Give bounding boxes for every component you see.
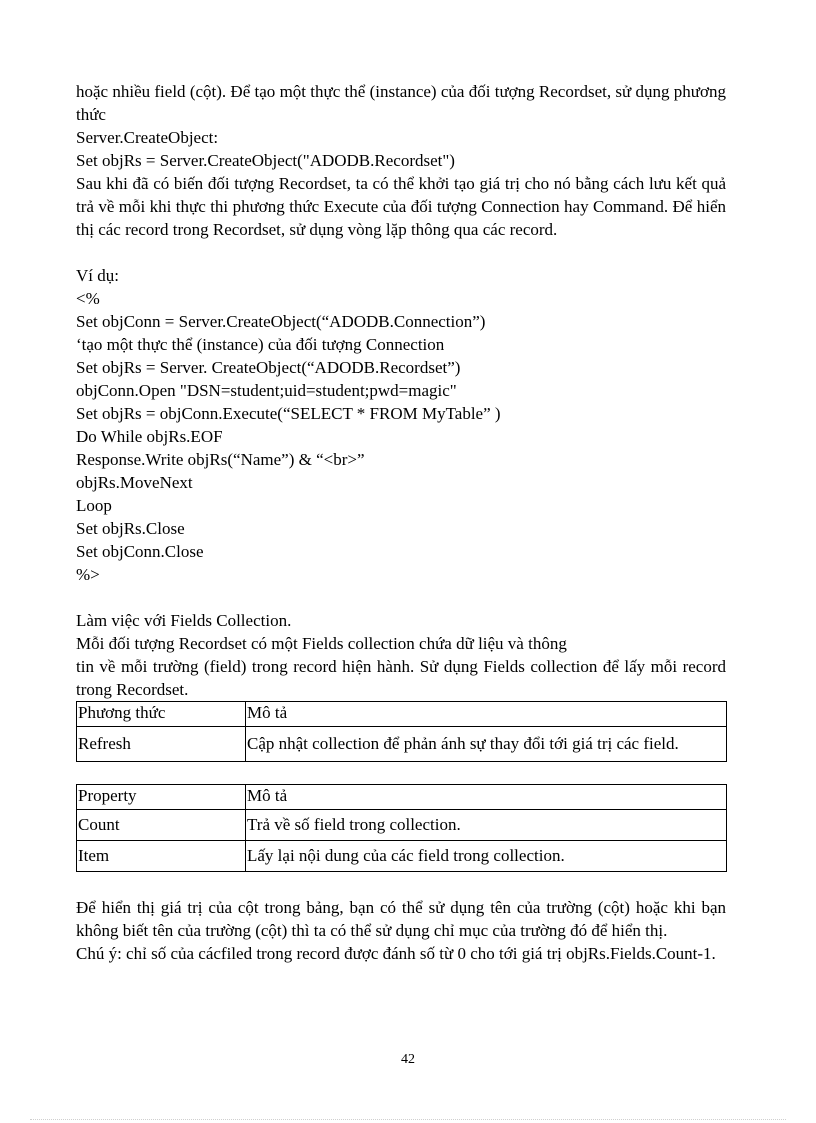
page-number: 42 — [401, 1052, 415, 1067]
table-row — [77, 841, 727, 872]
fields-heading: Làm việc với Fields Collection. — [76, 611, 292, 630]
intro-code-line: Set objRs = Server.CreateObject("ADODB.Recordset") — [76, 151, 455, 170]
code-line: Loop — [76, 496, 112, 515]
table-header-row — [77, 702, 727, 727]
code-line: objRs.MoveNext — [76, 473, 193, 492]
code-line: Set objRs = Server. CreateObject(“ADODB.Recordset”) — [76, 358, 461, 377]
code-line: Set objRs = objConn.Execute(“SELECT * FROM MyTable” ) — [76, 404, 501, 423]
outro-paragraph: Để hiển thị giá trị của cột trong bảng, bạn có thể sử dụng tên của trường (cột) hoặc khi bạn không biết tên của trường (cột) thì ta có thể sử dụng chỉ mục của trường đó để hiển thị. — [76, 898, 726, 940]
table-header-row — [77, 785, 727, 810]
table-cell: Cập nhật collection để phản ánh sự thay đổi tới giá trị các field. — [246, 727, 727, 762]
code-line: objConn.Open "DSN=student;uid=student;pwd=magic" — [76, 381, 457, 400]
table-cell: Refresh — [77, 727, 246, 762]
table-header-cell: Phương thức — [77, 702, 246, 727]
code-line: Response.Write objRs(“Name”) & “<br>” — [76, 450, 365, 469]
intro-method-label: Server.CreateObject: — [76, 128, 219, 147]
table-cell: Item — [77, 841, 246, 872]
code-line: Set objRs.Close — [76, 519, 185, 538]
methods-table — [76, 701, 727, 762]
table-header-cell: Mô tả — [246, 702, 727, 727]
document-page — [76, 80, 726, 965]
page-bottom-divider — [30, 1119, 786, 1120]
code-line: Set objConn.Close — [76, 542, 204, 561]
table-row — [77, 810, 727, 841]
intro-paragraph: hoặc nhiều field (cột). Để tạo một thực thể (instance) của đối tượng Recordset, sử dụng phương thức — [76, 82, 726, 124]
code-line: %> — [76, 565, 100, 584]
note-paragraph: Chú ý: chỉ số của cácfiled trong record được đánh số từ 0 cho tới giá trị objRs.Fields.Count-1. — [76, 944, 716, 963]
table-header-cell: Property — [77, 785, 246, 810]
code-line: Set objConn = Server.CreateObject(“ADODB.Connection”) — [76, 312, 486, 331]
properties-table — [76, 784, 727, 872]
table-cell: Trả về số field trong collection. — [246, 810, 727, 841]
table-cell: Lấy lại nội dung của các field trong collection. — [246, 841, 727, 872]
example-heading: Ví dụ: — [76, 266, 119, 285]
code-line: ‘tạo một thực thể (instance) của đối tượng Connection — [76, 335, 445, 354]
table-header-cell: Mô tả — [246, 785, 727, 810]
fields-line: Mỗi đối tượng Recordset có một Fields collection chứa dữ liệu và thông — [76, 634, 567, 653]
fields-line: tin về mỗi trường (field) trong record hiện hành. Sử dụng Fields collection để lấy mỗi record trong Recordset. — [76, 657, 726, 699]
recordset-paragraph: Sau khi đã có biến đối tượng Recordset, ta có thể khởi tạo giá trị cho nó bằng cách lưu kết quả trả về mỗi khi thực thi phương thức Execute của đối tượng Connection hay Command. Để hiển thị các record trong Recordset, sử dụng vòng lặp thông qua các record. — [76, 174, 726, 239]
table-row — [77, 727, 727, 762]
table-cell: Count — [77, 810, 246, 841]
code-line: Do While objRs.EOF — [76, 427, 223, 446]
code-block — [76, 287, 726, 586]
code-line: <% — [76, 289, 100, 308]
